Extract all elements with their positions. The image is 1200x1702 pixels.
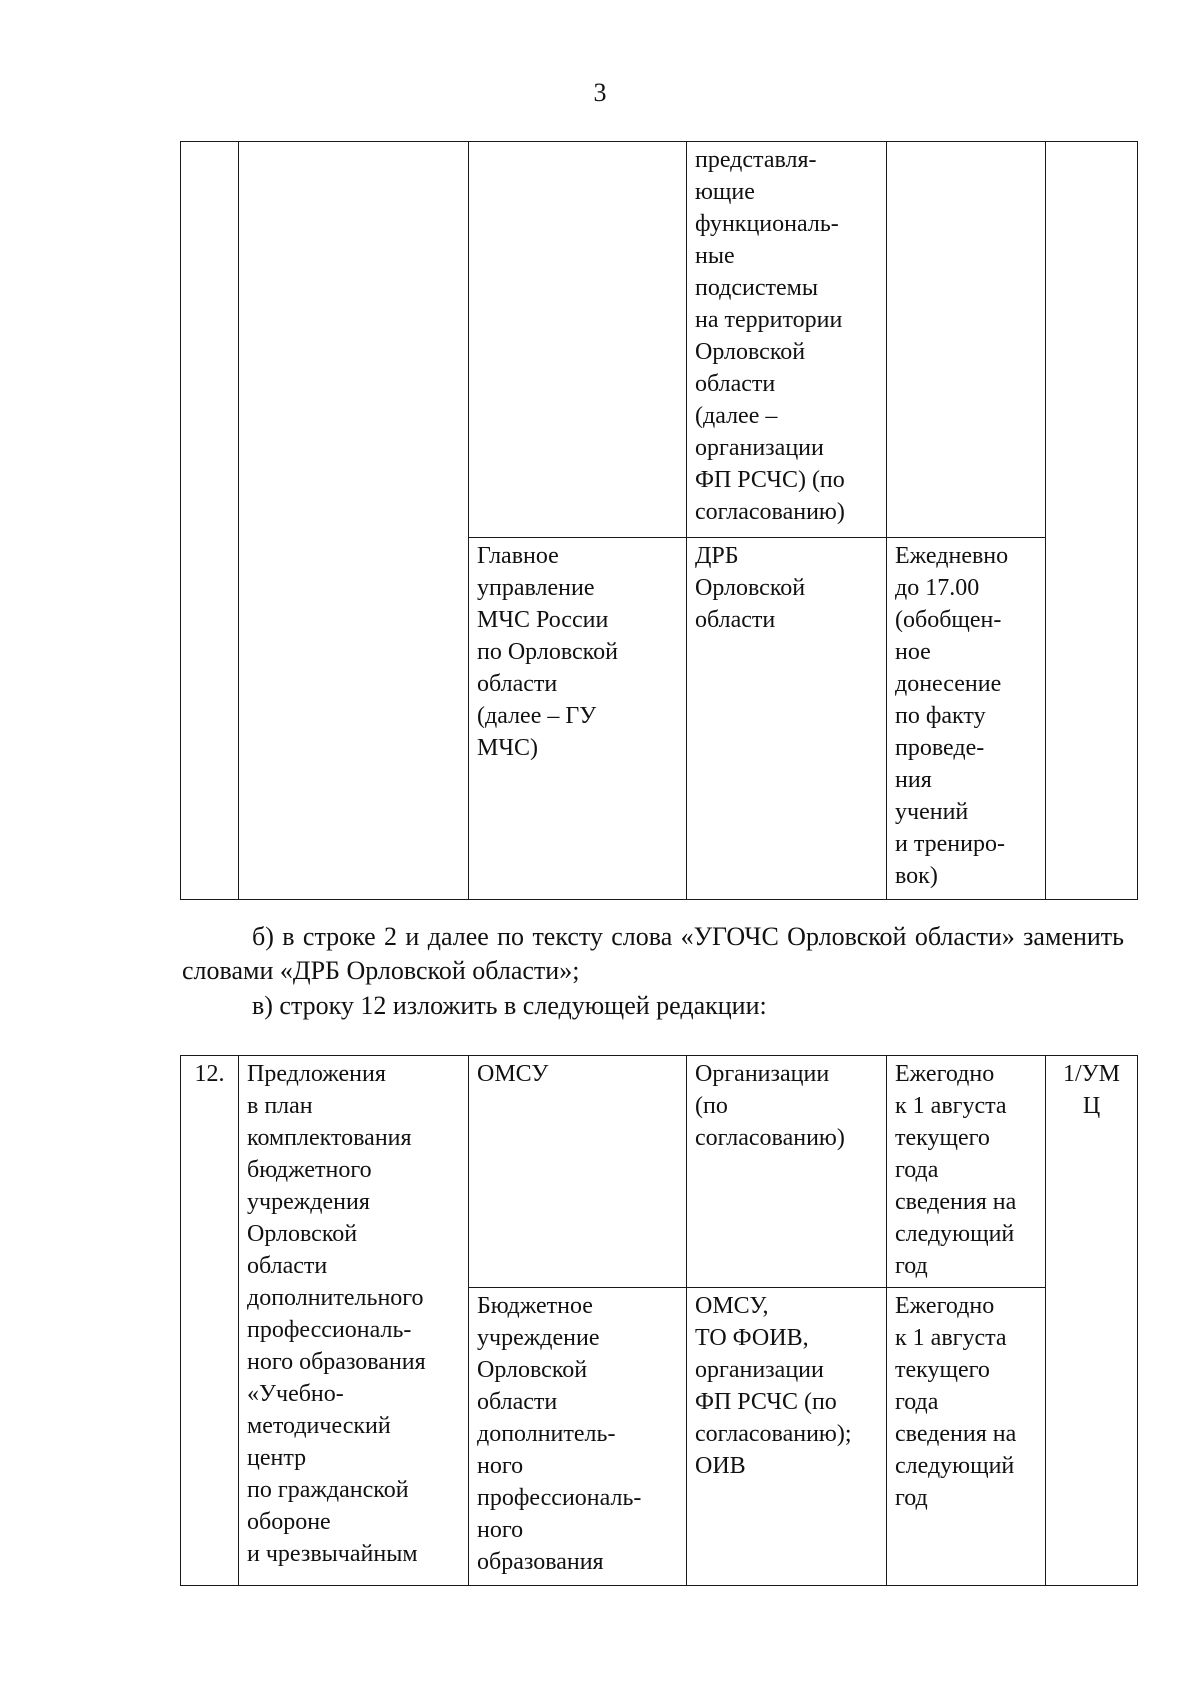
- page-number: 3: [593, 78, 607, 107]
- table-row-12: [180, 1055, 1138, 1586]
- cell-deadline: Ежедневно до 17.00 (обобщен- ное донесение по факту проведе- ния учений и трениро- вок): [887, 538, 1046, 900]
- cell-number: [181, 142, 239, 900]
- cell-deadline: Ежегодно к 1 августа текущего года сведения на следующий год: [887, 1288, 1046, 1586]
- paragraph-b: б) в строке 2 и далее по тексту слова «УГОЧС Орловской области» заменить словами «ДРБ Орловской области»;: [182, 922, 1124, 985]
- cell-recipient: Организации (по согласованию): [687, 1056, 887, 1288]
- cell-activity: Предложения в план комплектования бюджетного учреждения Орловской области дополнительного профессиональ- ного образования «Учебно- методический центр по гражданской обороне и чрезвычайным: [239, 1056, 469, 1586]
- cell-executor: Бюджетное учреждение Орловской области дополнитель- ного профессиональ- ного образования: [469, 1288, 687, 1586]
- cell-executor: [469, 142, 687, 538]
- cell-recipient: ДРБ Орловской области: [687, 538, 887, 900]
- table-continuation: [180, 141, 1138, 900]
- cell-code: [1046, 142, 1138, 900]
- cell-deadline: [887, 142, 1046, 538]
- cell-number: 12.: [181, 1056, 239, 1586]
- table-row: [181, 1056, 1138, 1288]
- table-row: [181, 142, 1138, 538]
- cell-executor: ОМСУ: [469, 1056, 687, 1288]
- cell-recipient: ОМСУ, ТО ФОИВ, организации ФП РСЧС (по согласованию); ОИВ: [687, 1288, 887, 1586]
- cell-code: 1/УМ Ц: [1046, 1056, 1138, 1586]
- cell-deadline: Ежегодно к 1 августа текущего года сведения на следующий год: [887, 1056, 1046, 1288]
- cell-activity: [239, 142, 469, 900]
- paragraph-v: в) строку 12 изложить в следующей редакции:: [252, 991, 767, 1020]
- cell-executor: Главное управление МЧС России по Орловской области (далее – ГУ МЧС): [469, 538, 687, 900]
- cell-recipient: представля- ющие функциональ- ные подсистемы на территории Орловской области (далее – организации ФП РСЧС) (по согласованию): [687, 142, 887, 538]
